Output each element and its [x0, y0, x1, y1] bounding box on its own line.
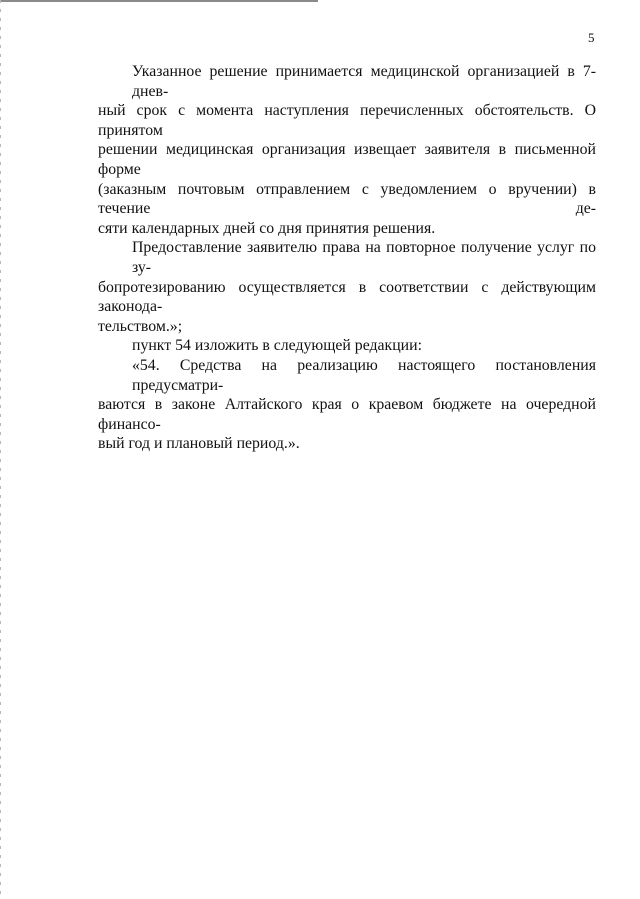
paragraph-decision-notice: [98, 62, 596, 238]
text-line: ваются в законе Алтайского края о краевом бюджете на очередной финансо-: [98, 396, 596, 433]
text-line: Указанное решение принимается медицинской организацией в 7-днев-: [132, 63, 596, 100]
text-line: тельством.»;: [98, 317, 183, 335]
text-line: решении медицинская организация извещает заявителя в письменной форме: [98, 141, 596, 178]
page-number: 5: [588, 30, 595, 45]
text-line: сяти календарных дней со дня принятия решения.: [98, 219, 436, 237]
paragraph-repeat-services: [98, 238, 596, 336]
scan-edge-top: [0, 0, 318, 2]
text-line: пункт 54 изложить в следующей редакции:: [132, 337, 422, 355]
text-line: ный срок с момента наступления перечисленных обстоятельств. О принятом: [98, 102, 596, 139]
text-line: Предоставление заявителю права на повторное получение услуг по зу-: [132, 239, 596, 276]
text-line: (заказным почтовым отправлением с уведомлением о вручении) в течение де-: [98, 180, 596, 218]
document-body: [98, 62, 596, 454]
paragraph-item-54-text: [98, 356, 596, 454]
text-line: вый год и плановый период.».: [98, 435, 300, 453]
text-line: «54. Средства на реализацию настоящего постановления предусматри-: [132, 356, 596, 394]
text-line: бопротезированию осуществляется в соответствии с действующим законода-: [98, 278, 596, 316]
scan-edge-left: [0, 0, 1, 899]
paragraph-item-54-intro: [98, 336, 596, 356]
